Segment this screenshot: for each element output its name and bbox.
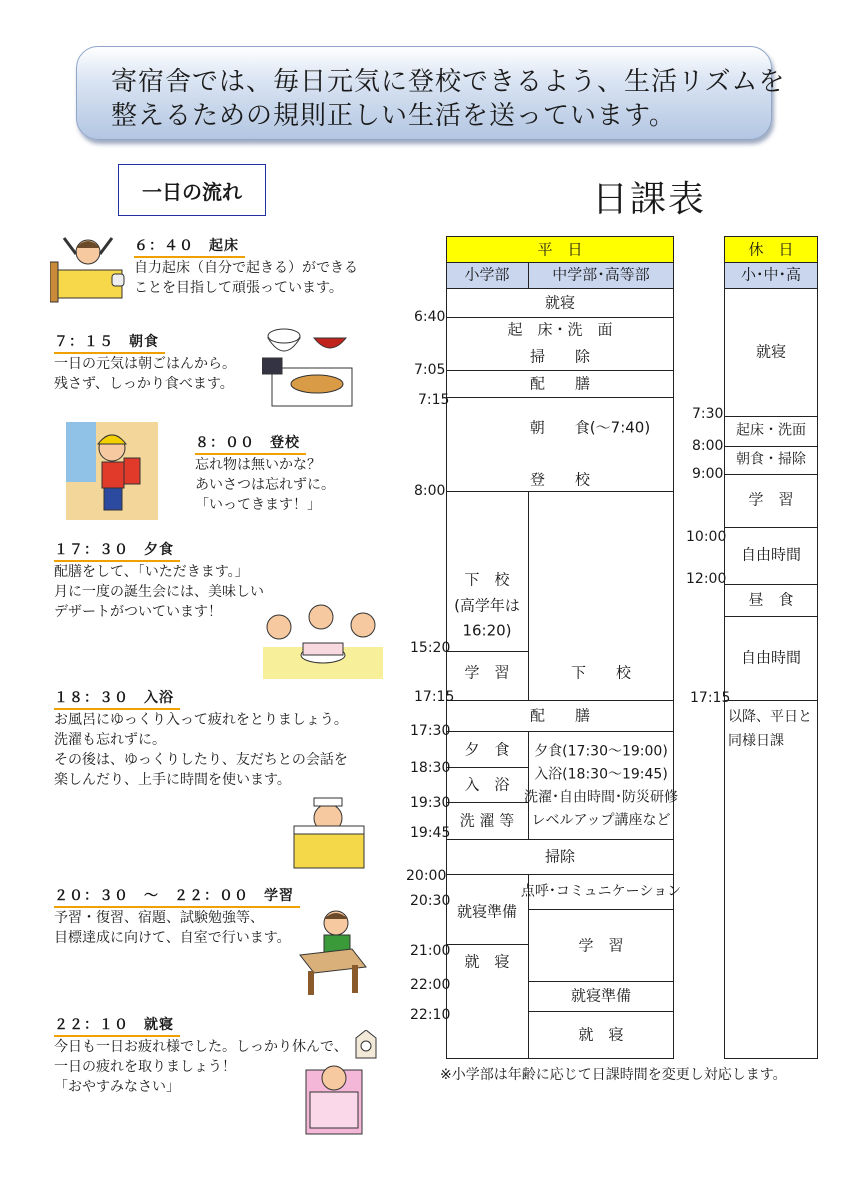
row-line <box>724 474 818 475</box>
time-label: 17:30 <box>410 723 451 739</box>
time-label: 7:05 <box>414 362 446 378</box>
time-label: 21:00 <box>410 943 451 959</box>
holiday-after: 以降、平日と <box>728 709 812 725</box>
holiday-col: 小･中･高 <box>740 265 802 284</box>
cell-elem-return: (高学年は <box>454 596 520 615</box>
row-line <box>528 909 674 910</box>
holiday-free: 自由時間 <box>740 545 802 564</box>
row-line <box>724 700 818 701</box>
cell-elem-return: 下 校 <box>464 570 510 589</box>
event-text: 今日も一日お疲れ様でした。しっかり休んで、 <box>54 1039 348 1055</box>
cell-sec-sleep: 就 寝 <box>578 1025 624 1044</box>
cell-elem-dinner: 夕 食 <box>464 740 510 759</box>
time-label: 8:00 <box>414 483 446 499</box>
cell-sec-study: 学 習 <box>578 936 624 955</box>
holiday-study: 学 習 <box>748 490 794 509</box>
time-label: 9:00 <box>692 466 724 482</box>
event-dinner <box>54 540 264 622</box>
event-text: 残さず、しっかり食べます。 <box>54 376 234 392</box>
event-time: １７：３０ 夕食 <box>54 540 180 562</box>
event-text: 「いってきます！」 <box>195 497 321 513</box>
row-line <box>446 767 528 768</box>
event-time: ２０：３０ ～ ２２：００ 学習 <box>54 886 300 908</box>
row-line <box>446 731 674 732</box>
event-text: 予習・復習、宿題、試験勉強等、 <box>54 910 264 926</box>
time-label: 19:45 <box>410 825 451 841</box>
holiday-free: 自由時間 <box>740 648 802 667</box>
event-text: 洗濯も忘れずに。 <box>54 732 166 748</box>
intro-banner <box>76 46 786 140</box>
column-line <box>528 491 529 700</box>
bath-illustration <box>292 790 368 870</box>
event-text: 一日の元気は朝ごはんから。 <box>54 356 236 372</box>
row-line <box>446 288 674 289</box>
cell-sec-evening: 洗濯･自由時間･防災研修 <box>524 789 678 806</box>
cell-elem-bath: 入 浴 <box>464 775 510 794</box>
time-label: 10:00 <box>686 529 727 545</box>
col-secondary: 中学部･高等部 <box>552 265 650 284</box>
breakfast-illustration <box>262 318 358 410</box>
time-label: 22:00 <box>410 977 451 993</box>
event-bath <box>54 688 348 790</box>
cell-serve: 配 膳 <box>529 374 591 393</box>
cell-sec-evening: レベルアップ講座など <box>531 812 671 829</box>
row-line <box>446 802 528 803</box>
cell-sec-return: 下 校 <box>570 663 632 682</box>
holiday-after: 同様日課 <box>728 733 784 749</box>
cell-sleep: 就寝 <box>544 293 576 312</box>
time-label: 18:30 <box>410 760 451 776</box>
going-to-school-illustration <box>66 422 158 520</box>
cell-cleaning: 掃除 <box>544 847 576 866</box>
schedule-title: 日課表 <box>592 179 707 220</box>
row-line <box>724 446 818 447</box>
row-line <box>446 839 674 840</box>
dinner-party-illustration <box>263 597 383 679</box>
event-breakfast <box>54 332 236 394</box>
studying-illustration <box>296 905 370 997</box>
row-line <box>724 416 818 417</box>
row-line <box>528 981 674 982</box>
event-text: ことを目指して頑張っています。 <box>134 280 343 296</box>
event-text: 自力起床（自分で起きる）ができる <box>134 260 358 276</box>
cell-elem-sleep: 就 寝 <box>464 952 510 971</box>
event-text: 配膳をして、「いただきます。」 <box>54 564 249 580</box>
holiday-wake: 起床・洗面 <box>736 422 806 439</box>
cell-elem-prep: 就寝準備 <box>456 902 518 921</box>
row-line <box>724 527 818 528</box>
holiday-lunch: 昼 食 <box>748 590 794 609</box>
cell-sec-prep: 就寝準備 <box>570 986 632 1005</box>
event-wake <box>134 236 358 298</box>
event-time: ７：１５ 朝食 <box>54 332 165 354</box>
cell-serve: 配 膳 <box>529 706 591 725</box>
weekday-header: 平 日 <box>537 240 583 259</box>
row-line <box>446 944 528 945</box>
event-text: 目標達成に向けて、自室で行います。 <box>54 930 291 946</box>
row-line <box>446 874 674 875</box>
event-school <box>195 433 335 515</box>
banner-line-1: 寄宿舎では、毎日元気に登校できるよう、生活リズムを <box>111 67 786 97</box>
time-label: 22:10 <box>410 1007 451 1023</box>
time-label: 7:15 <box>418 392 450 408</box>
event-time: １８：３０ 入浴 <box>54 688 180 710</box>
flow-title: 一日の流れ <box>118 164 266 216</box>
time-label: 20:30 <box>410 893 451 909</box>
waking-child-illustration <box>50 232 128 304</box>
event-text: その後は、ゆっくりしたり、友だちとの会話を <box>54 752 348 768</box>
time-label: 6:40 <box>414 309 446 325</box>
column-line <box>528 262 529 288</box>
row-line <box>724 616 818 617</box>
event-text: あいさつは忘れずに。 <box>195 477 335 493</box>
row-line <box>724 288 818 289</box>
footnote: ※小学部は年齢に応じて日課時間を変更し対応します。 <box>440 1067 787 1083</box>
row-line <box>446 700 674 701</box>
cell-sec-evening: 夕食(17:30～19:00) <box>534 743 668 760</box>
cell-wake: 起 床・洗 面 <box>507 320 613 339</box>
cell-elem-study: 学 習 <box>464 663 510 682</box>
time-label: 19:30 <box>410 795 451 811</box>
row-line <box>528 1011 674 1012</box>
row-line <box>724 584 818 585</box>
time-label: 8:00 <box>692 438 724 454</box>
cell-sec-rollcall: 点呼･コミュニケーション <box>520 883 682 900</box>
event-text: デザートがついています！ <box>54 604 222 620</box>
event-text: 「おやすみなさい」 <box>54 1079 180 1095</box>
event-text: 楽しんだり、上手に時間を使います。 <box>54 772 291 788</box>
time-label: 15:20 <box>410 640 451 656</box>
cell-elem-laundry: 洗 濯 等 <box>459 811 515 830</box>
row-line <box>446 370 674 371</box>
cell-elem-return: 16:20) <box>462 621 512 640</box>
event-text: 忘れ物は無いかな？ <box>195 457 321 473</box>
cell-sec-evening: 入浴(18:30～19:45) <box>534 766 668 783</box>
event-text: 月に一度の誕生会には、美味しい <box>54 584 264 600</box>
holiday-header: 休 日 <box>748 240 794 259</box>
event-time: ８：００ 登校 <box>195 433 306 455</box>
time-label: 17:15 <box>414 689 455 705</box>
cell-breakfast: 朝 食(～7:40) <box>529 418 651 437</box>
event-time: ２２：１０ 就寝 <box>54 1015 180 1037</box>
time-label: 17:15 <box>690 690 731 706</box>
event-text: お風呂にゆっくり入って疲れをとりましょう。 <box>54 712 348 728</box>
holiday-sleep: 就寝 <box>755 342 787 361</box>
column-line <box>528 731 529 839</box>
holiday-breakfast: 朝食・掃除 <box>736 451 806 468</box>
row-line <box>446 397 674 398</box>
cell-go-school: 登 校 <box>529 470 591 489</box>
time-label: 7:30 <box>692 406 724 422</box>
time-label: 12:00 <box>686 571 727 587</box>
col-elementary: 小学部 <box>464 265 510 284</box>
cell-clean: 掃 除 <box>529 347 591 366</box>
event-study <box>54 886 300 948</box>
event-time: ６：４０ 起床 <box>134 236 245 258</box>
event-text: 一日の疲れを取りましょう！ <box>54 1059 236 1075</box>
time-label: 20:00 <box>406 868 447 884</box>
row-line <box>446 651 528 652</box>
sleeping-child-illustration <box>300 1030 382 1140</box>
banner-line-2: 整えるための規則正しい生活を送っています。 <box>111 101 676 131</box>
